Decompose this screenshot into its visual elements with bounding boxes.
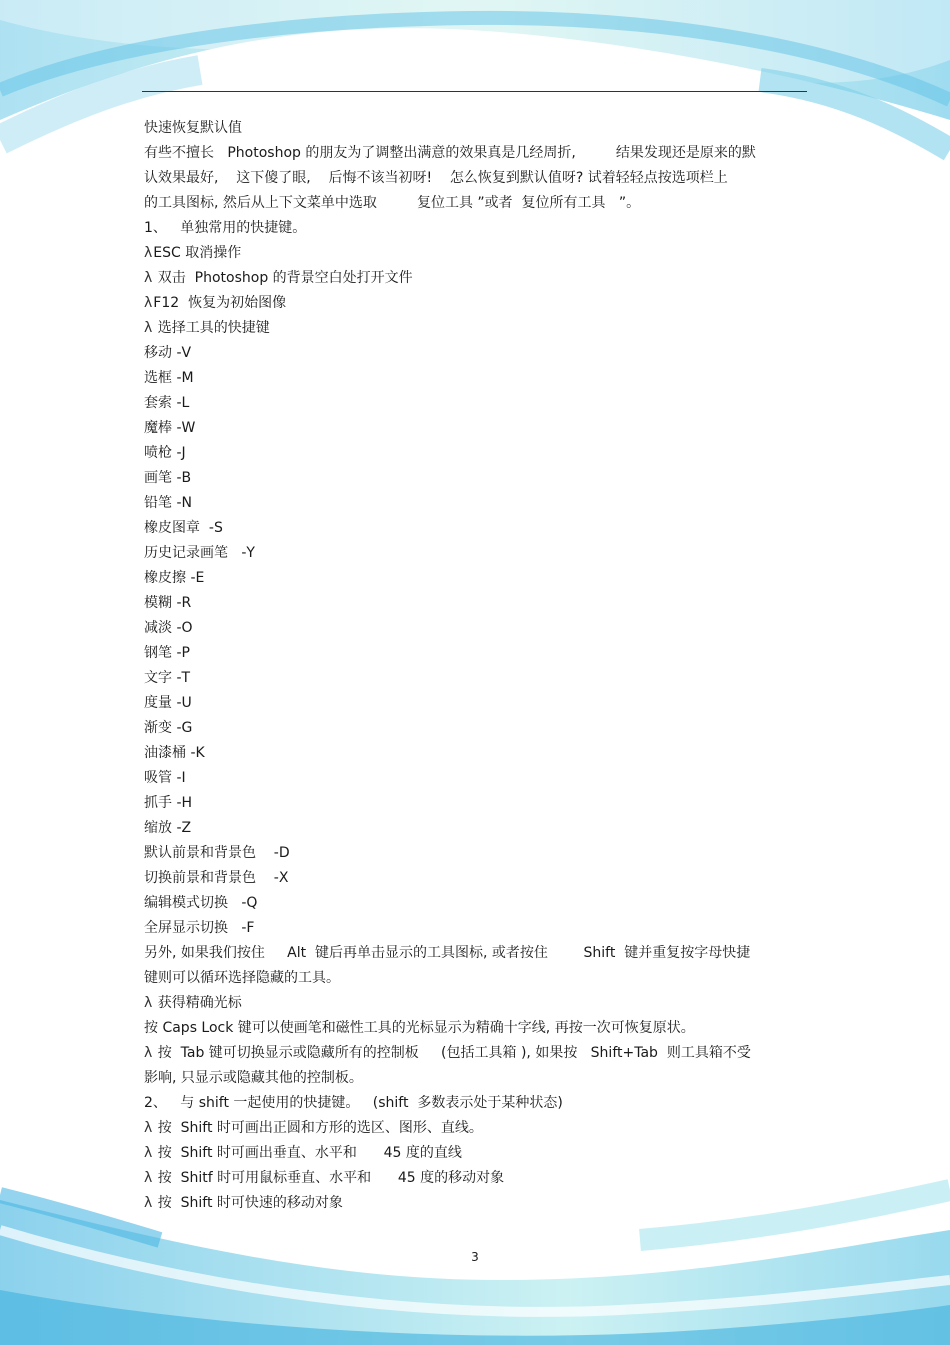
line-text: 文字 -T — [144, 670, 191, 686]
line-text: 快速恢复默认值 — [144, 120, 242, 136]
line-text: 另外, 如果我们按住 Alt 键后再单击显示的工具图标, 或者按住 Shift 键并重复按字母快捷 — [144, 945, 751, 961]
lambda-bullet-icon: λ — [144, 320, 153, 336]
text-line — [144, 441, 804, 466]
text-line — [144, 491, 804, 516]
text-line — [144, 216, 804, 241]
lambda-bullet-icon: λ — [144, 1145, 153, 1161]
line-text: 铅笔 -N — [144, 495, 192, 511]
text-line — [144, 541, 804, 566]
text-line — [144, 666, 804, 691]
text-line — [144, 166, 804, 191]
line-text: 全屏显示切换 -F — [144, 920, 255, 936]
lambda-bullet-icon: λ — [144, 995, 153, 1011]
text-line — [144, 141, 804, 166]
lambda-bullet-icon: λ — [144, 1045, 153, 1061]
header-rule — [142, 91, 807, 92]
text-line — [144, 1091, 804, 1116]
text-line — [144, 816, 804, 841]
text-line — [144, 741, 804, 766]
line-text: 键则可以循环选择隐藏的工具。 — [144, 970, 340, 986]
line-text: 油漆桶 -K — [144, 745, 205, 761]
text-line — [144, 566, 804, 591]
line-text: 影响, 只显示或隐藏其他的控制板。 — [144, 1070, 363, 1086]
text-line — [144, 516, 804, 541]
line-text: 历史记录画笔 -Y — [144, 545, 255, 561]
line-text: 选择工具的快捷键 — [153, 320, 270, 336]
text-line — [144, 866, 804, 891]
bullet-line — [144, 1166, 804, 1191]
text-line — [144, 391, 804, 416]
line-text: 吸管 -I — [144, 770, 186, 786]
text-line — [144, 116, 804, 141]
line-text: 橡皮图章 -S — [144, 520, 223, 536]
lambda-bullet-icon: λ — [144, 1195, 153, 1211]
line-text: 编辑模式切换 -Q — [144, 895, 258, 911]
text-line — [144, 766, 804, 791]
line-text: 的工具图标, 然后从上下文菜单中选取 复位工具 ”或者 复位所有工具 ”。 — [144, 195, 641, 211]
line-text: 缩放 -Z — [144, 820, 192, 836]
line-text: 获得精确光标 — [153, 995, 242, 1011]
line-text: 2、 与 shift 一起使用的快捷键。 (shift 多数表示处于某种状态) — [144, 1095, 563, 1111]
text-line — [144, 891, 804, 916]
line-text: 减淡 -O — [144, 620, 193, 636]
bullet-line — [144, 1191, 804, 1216]
line-text: F12 恢复为初始图像 — [153, 295, 287, 311]
line-text: 切换前景和背景色 -X — [144, 870, 289, 886]
text-line — [144, 616, 804, 641]
text-line — [144, 941, 804, 966]
bullet-line — [144, 241, 804, 266]
text-line — [144, 841, 804, 866]
bullet-line — [144, 1141, 804, 1166]
text-line — [144, 591, 804, 616]
lambda-bullet-icon: λ — [144, 1170, 153, 1186]
lambda-bullet-icon: λ — [144, 295, 153, 311]
line-text: 认效果最好, 这下傻了眼, 后悔不该当初呀! 怎么恢复到默认值呀? 试着轻轻点按选项栏上 — [144, 170, 728, 186]
bullet-line — [144, 1041, 804, 1066]
line-text: 按 Shitf 时可用鼠标垂直、水平和 45 度的移动对象 — [153, 1170, 505, 1186]
bullet-line — [144, 266, 804, 291]
lambda-bullet-icon: λ — [144, 270, 153, 286]
line-text: 按 Caps Lock 键可以使画笔和磁性工具的光标显示为精确十字线, 再按一次可恢复原状。 — [144, 1020, 695, 1036]
bullet-line — [144, 991, 804, 1016]
bullet-line — [144, 1116, 804, 1141]
line-text: 抓手 -H — [144, 795, 193, 811]
text-line — [144, 191, 804, 216]
line-text: 魔棒 -W — [144, 420, 196, 436]
text-line — [144, 716, 804, 741]
text-line — [144, 916, 804, 941]
line-text: 渐变 -G — [144, 720, 193, 736]
line-text: 喷枪 -J — [144, 445, 186, 461]
lambda-bullet-icon: λ — [144, 245, 153, 261]
line-text: 默认前景和背景色 -D — [144, 845, 290, 861]
text-line — [144, 366, 804, 391]
document-body — [144, 116, 804, 1216]
bullet-line — [144, 291, 804, 316]
line-text: 有些不擅长 Photoshop 的朋友为了调整出满意的效果真是几经周折, 结果发现还是原来的默 — [144, 145, 756, 161]
line-text: 模糊 -R — [144, 595, 192, 611]
page-number: 3 — [471, 1250, 479, 1264]
line-text: 双击 Photoshop 的背景空白处打开文件 — [153, 270, 413, 286]
text-line — [144, 691, 804, 716]
line-text: 1、 单独常用的快捷键。 — [144, 220, 307, 236]
text-line — [144, 791, 804, 816]
line-text: 钢笔 -P — [144, 645, 190, 661]
line-text: 按 Shift 时可快速的移动对象 — [153, 1195, 343, 1211]
bullet-line — [144, 316, 804, 341]
line-text: 度量 -U — [144, 695, 192, 711]
line-text: 按 Shift 时可画出正圆和方形的选区、图形、直线。 — [153, 1120, 483, 1136]
text-line — [144, 341, 804, 366]
line-text: 套索 -L — [144, 395, 190, 411]
line-text: 橡皮擦 -E — [144, 570, 205, 586]
line-text: 按 Tab 键可切换显示或隐藏所有的控制板 (包括工具箱 ), 如果按 Shift+Tab 则工具箱不受 — [153, 1045, 751, 1061]
text-line — [144, 1066, 804, 1091]
lambda-bullet-icon: λ — [144, 1120, 153, 1136]
line-text: 按 Shift 时可画出垂直、水平和 45 度的直线 — [153, 1145, 462, 1161]
text-line — [144, 966, 804, 991]
text-line — [144, 416, 804, 441]
text-line — [144, 1016, 804, 1041]
line-text: 画笔 -B — [144, 470, 192, 486]
line-text: 选框 -M — [144, 370, 194, 386]
text-line — [144, 641, 804, 666]
line-text: 移动 -V — [144, 345, 192, 361]
line-text: ESC 取消操作 — [153, 245, 242, 261]
text-line — [144, 466, 804, 491]
